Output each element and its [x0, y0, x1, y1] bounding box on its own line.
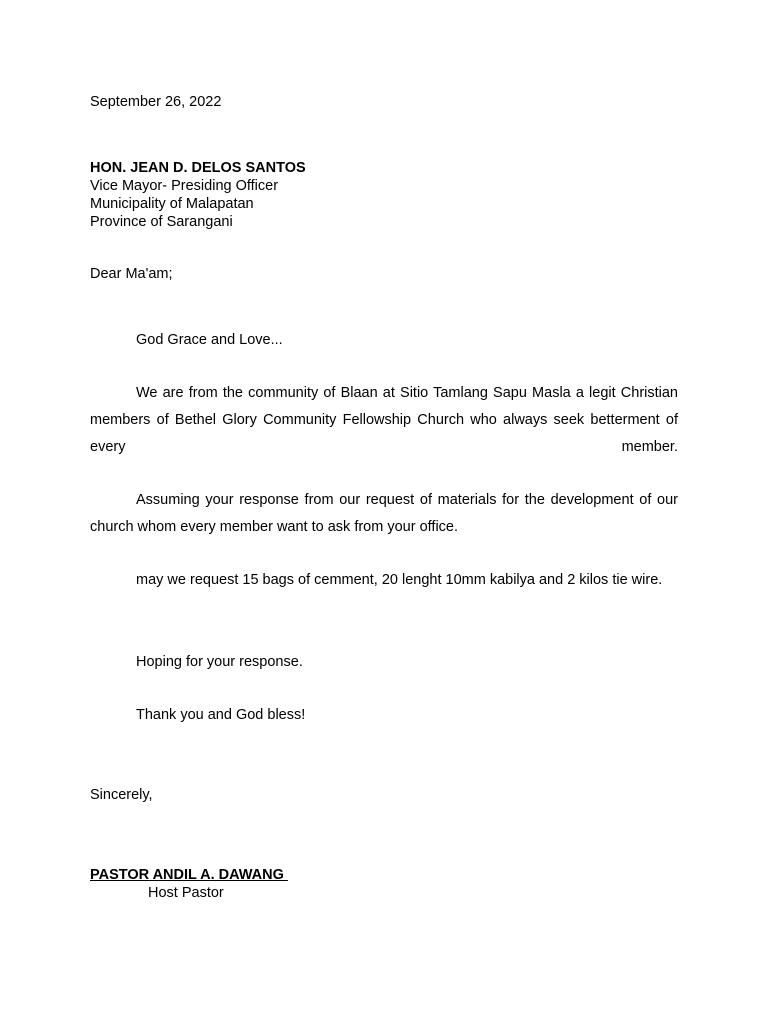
body-paragraph-2 — [90, 487, 678, 541]
body-paragraph-1 — [90, 380, 678, 461]
recipient-title: Vice Mayor- Presiding Officer — [90, 178, 279, 194]
closing: Sincerely, — [90, 787, 153, 803]
recipient-municipality: Municipality of Malapatan — [90, 196, 254, 212]
body-paragraph-3-text: may we request 15 bags of cemment, 20 lenght 10mm kabilya and 2 kilos tie wire. — [136, 572, 663, 588]
letter-date: September 26, 2022 — [90, 94, 222, 110]
greeting-line: God Grace and Love... — [136, 332, 283, 348]
recipient-province: Province of Sarangani — [90, 214, 233, 230]
salutation: Dear Ma'am; — [90, 266, 173, 282]
body-paragraph-4: Hoping for your response. — [136, 654, 303, 670]
signatory-title: Host Pastor — [148, 885, 224, 901]
body-paragraph-5: Thank you and God bless! — [136, 707, 306, 723]
body-paragraph-3 — [90, 567, 678, 594]
recipient-name: HON. JEAN D. DELOS SANTOS — [90, 160, 306, 176]
body-paragraph-1-text: We are from the community of Blaan at Sitio Tamlang Sapu Masla a legit Christian members of Bethel Glory Community Fellowship Church who always seek betterment of every member. — [90, 385, 678, 455]
body-paragraph-2-text: Assuming your response from our request of materials for the development of our church whom every member want to ask from your office. — [90, 492, 678, 535]
signatory-name: PASTOR ANDIL A. DAWANG — [90, 867, 288, 883]
